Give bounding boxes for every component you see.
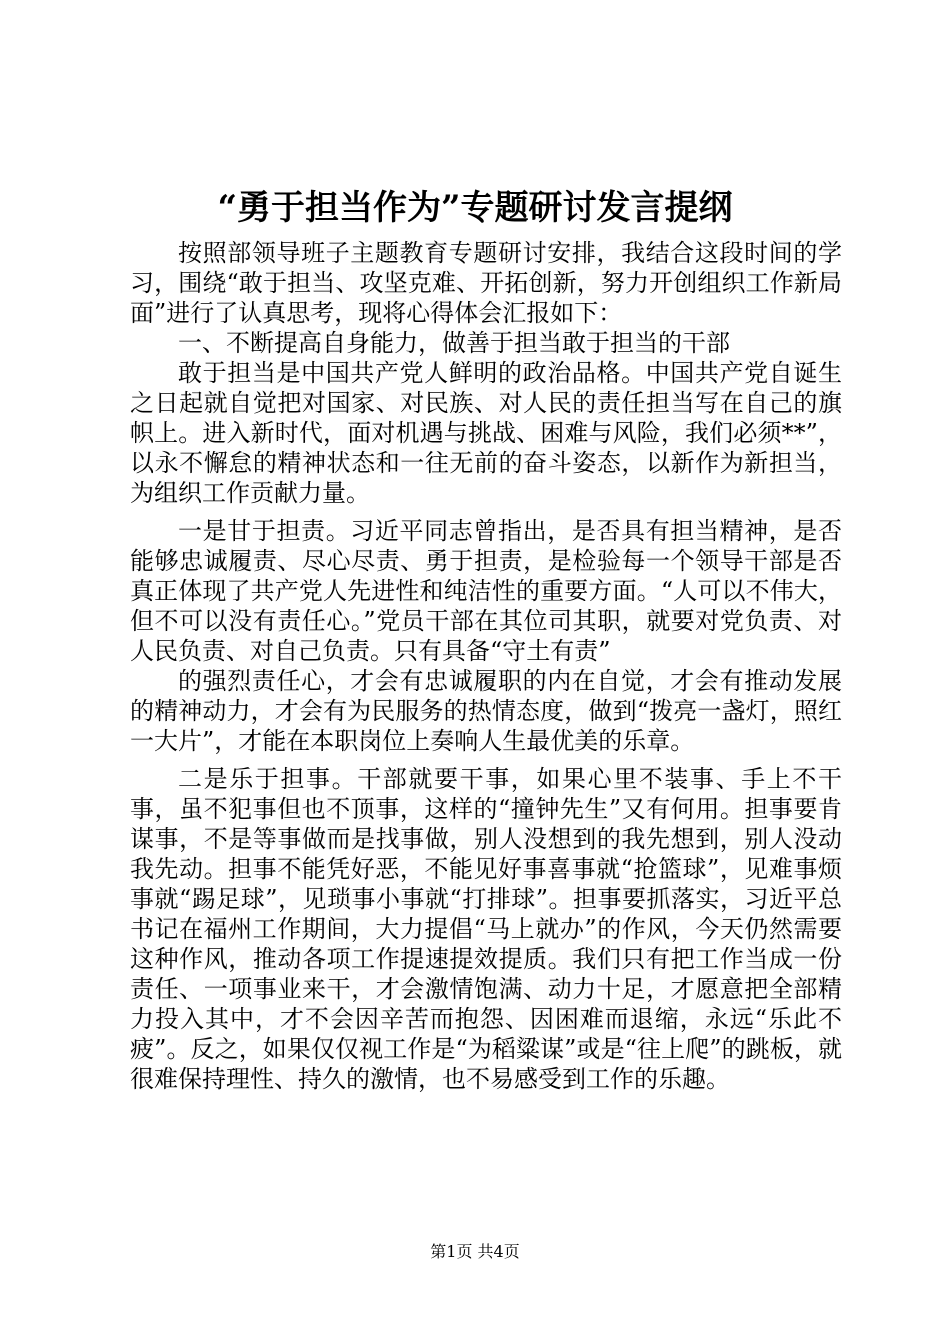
paragraph-point-2: 二是乐于担事。干部就要干事，如果心里不装事、手上不干事，虽不犯事但也不顶事，这样的“撞钟先生”又有何用。担事要肯谋事，不是等事做而是找事做，别人没想到的我先想到，别人没动我先动。担事不能凭好恶，不能见好事喜事就“抢篮球”，见难事烦事就“踢足球”，见琐事小事就“打排球”。担事要抓落实，习近平总书记在福州工作期间，大力提倡“马上就办”的作风，今天仍然需要这种作风，推动各项工作提速提效提质。我们只有把工作当成一份责任、一项事业来干，才会激情饱满、动力十足，才愿意把全部精力投入其中，才不会因辛苦而抱怨、因困难而退缩，永远“乐此不疲”。反之，如果仅仅视工作是“为稻粱谋”或是“往上爬”的跳板，就很难保持理性、持久的激情，也不易感受到工作的乐趣。 xyxy=(130,765,842,1093)
paragraph-point-1-continued: 的强烈责任心，才会有忠诚履职的内在自觉，才会有推动发展的精神动力，才会有为民服务的热情态度，做到“拨亮一盏灯，照红一大片”，才能在本职岗位上奏响人生最优美的乐章。 xyxy=(130,667,842,755)
document-body xyxy=(130,238,842,1094)
section-heading-1: 一、不断提高自身能力，做善于担当敢于担当的干部 xyxy=(178,329,730,357)
document-title: “勇于担当作为”专题研讨发言提纲 xyxy=(217,188,733,228)
paragraph-responsibility: 敢于担当是中国共产党人鲜明的政治品格。中国共产党自诞生之日起就自觉把对国家、对民族、对人民的责任担当写在自己的旗帜上。进入新时代，面对机遇与挑战、困难与风险，我们必须**”，以永不懈怠的精神状态和一往无前的奋斗姿态，以新作为新担当，为组织工作贡献力量。 xyxy=(130,359,842,507)
paragraph-intro: 按照部领导班子主题教育专题研讨安排，我结合这段时间的学习，围绕“敢于担当、攻坚克难、开拓创新，努力开创组织工作新局面”进行了认真思考，现将心得体会汇报如下： xyxy=(130,239,842,327)
page-number-footer: 第1页 共4页 xyxy=(430,1242,520,1261)
paragraph-point-1: 一是甘于担责。习近平同志曾指出，是否具有担当精神，是否能够忠诚履责、尽心尽责、勇于担责，是检验每一个领导干部是否真正体现了共产党人先进性和纯洁性的重要方面。“人可以不伟大，但不可以没有责任心。”党员干部在其位司其职，就要对党负责、对人民负责、对自己负责。只有具备“守土有责” xyxy=(130,517,842,665)
